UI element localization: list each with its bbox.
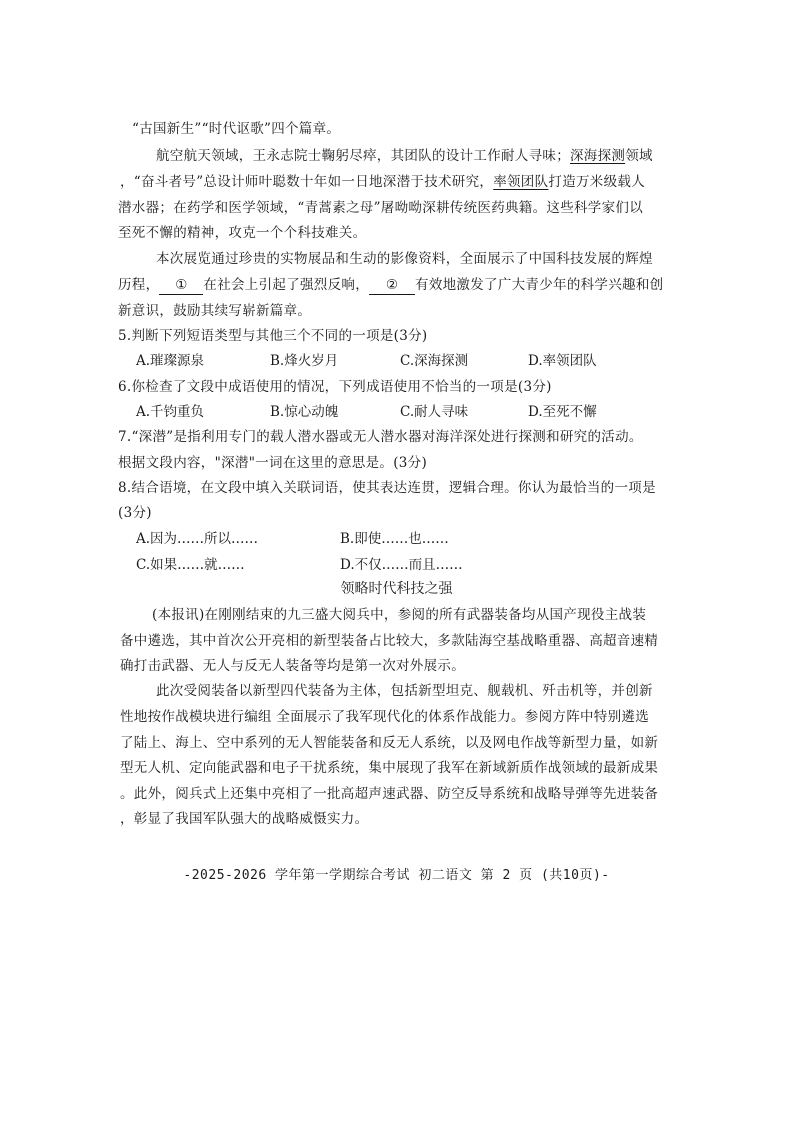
text-line bbox=[120, 759, 658, 777]
question-text: 根据文段内容，"深潜"一词在这里的意思是。(3分) bbox=[118, 455, 428, 471]
q5-option-c[interactable]: C.深海探测 bbox=[400, 353, 469, 369]
text-line bbox=[156, 147, 653, 165]
q6-option-a[interactable]: A.千钧重负 bbox=[136, 404, 205, 420]
text-line bbox=[118, 224, 366, 242]
question-7-stem bbox=[118, 428, 643, 446]
q6-option-c[interactable]: C.耐人寻味 bbox=[400, 404, 469, 420]
text-line bbox=[156, 682, 653, 700]
page-footer: -2025-2026 学年第一学期综合考试 初二语文 第 2 页 (共10页)- bbox=[183, 868, 610, 883]
article-text: 型无人机、定向能武器和电子干扰系统，集中展现了我军在新域新质作战领域的最新成果 bbox=[120, 760, 659, 776]
paragraph-text: 在社会上引起了强烈反响， bbox=[203, 277, 370, 293]
question-7-stem-cont bbox=[118, 454, 427, 472]
underlined-phrase: 率领团队 bbox=[493, 174, 549, 190]
q5-option-a[interactable]: A.璀璨源泉 bbox=[136, 353, 205, 369]
article-text: 性地按作战模块进行编组 全面展示了我军现代化的体系作战能力。参阅方阵中特别遴选 bbox=[120, 709, 649, 725]
article-text: 备中遴选，其中首次公开亮相的新型装备占比较大，多款陆海空基战略重器、高超音速精 bbox=[120, 633, 659, 649]
blank-1: ① bbox=[159, 276, 203, 295]
q5-option-b[interactable]: B.烽火岁月 bbox=[270, 353, 339, 369]
question-8-stem-cont bbox=[118, 504, 152, 522]
article-text: 了陆上、海上、空中系列的无人智能装备和反无人系统，以及网电作战等新型力量，如新 bbox=[120, 735, 659, 751]
q6-option-d[interactable]: D.至死不懈 bbox=[528, 404, 597, 420]
text-line bbox=[118, 199, 643, 217]
text-line bbox=[120, 708, 649, 726]
article-text: 此次受阅装备以新型四代装备为主体，包括新型坦克、舰载机、歼击机等，并创新 bbox=[156, 683, 653, 699]
question-5-stem bbox=[118, 327, 428, 345]
paragraph-text: 历程， bbox=[118, 277, 160, 293]
text-line bbox=[118, 302, 311, 320]
question-8-stem bbox=[118, 479, 656, 497]
text-line bbox=[120, 657, 465, 675]
paragraph-text: 领域 bbox=[625, 148, 653, 164]
question-text: 8.结合语境，在文段中填入关联词语，使其表达连贯，逻辑合理。你认为最恰当的一项是 bbox=[118, 480, 656, 496]
text-line bbox=[120, 785, 658, 803]
paragraph-text: 潜水器；在药学和医学领域，“青蒿素之母”屠呦呦深耕传统医药典籍。这些科学家们以 bbox=[118, 200, 644, 216]
paragraph-text: 本次展览通过珍贵的实物展品和生动的影像资料，全面展示了中国科技发展的辉煌 bbox=[156, 251, 653, 267]
paragraph-text: 有效地激发了广大青少年的科学兴趣和创 bbox=[415, 277, 664, 293]
q5-option-d[interactable]: D.率领团队 bbox=[528, 353, 597, 369]
article-text: (本报讯)在刚刚结束的九三盛大阅兵中，参阅的所有武器装备均从国产现役主战装 bbox=[152, 607, 647, 623]
q8-option-a[interactable]: A.因为……所以…… bbox=[136, 531, 259, 547]
underlined-phrase: 深海探测 bbox=[570, 148, 626, 164]
article-text: 确打击武器、无人与反无人装备等均是第一次对外展示。 bbox=[120, 658, 465, 674]
text-line bbox=[120, 810, 368, 828]
paragraph-text: 航空航天领域，王永志院士鞠躬尽瘁，其团队的设计工作耐人寻味； bbox=[156, 148, 570, 164]
paragraph-text: “古国新生”“时代讴歌”四个篇章。 bbox=[132, 121, 341, 137]
text-line bbox=[156, 250, 653, 268]
question-6-stem bbox=[118, 378, 552, 396]
blank-2: ② bbox=[369, 276, 415, 295]
question-text: (3分) bbox=[118, 505, 152, 521]
article-title: 领略时代科技之强 bbox=[340, 581, 453, 597]
article-text: ，彰显了我国军队强大的战略威慑实力。 bbox=[120, 811, 369, 827]
paragraph-text: ，“奋斗者号”总设计师叶聪数十年如一日地深潜于技术研究， bbox=[120, 174, 494, 190]
text-line bbox=[120, 734, 658, 752]
q8-option-b[interactable]: B.即使……也…… bbox=[340, 531, 449, 547]
paragraph-text: 打造万米级载人 bbox=[548, 174, 646, 190]
question-text: 5.判断下列短语类型与其他三个不同的一项是(3分) bbox=[118, 328, 428, 344]
article-text: 。此外，阅兵式上还集中亮相了一批高超声速武器、防空反导系统和战略导弹等先进装备 bbox=[120, 786, 659, 802]
paragraph-text: 新意识，鼓励其续写崭新篇章。 bbox=[118, 303, 312, 319]
paragraph-text: 至死不懈的精神，攻克一个个科技难关。 bbox=[118, 225, 367, 241]
question-text: 7.“深潜”是指利用专门的载人潜水器或无人潜水器对海洋深处进行探测和研究的活动。 bbox=[118, 429, 643, 445]
text-line bbox=[132, 120, 340, 138]
question-text: 6.你检查了文段中成语使用的情况，下列成语使用不恰当的一项是(3分) bbox=[118, 379, 552, 395]
text-line bbox=[120, 173, 645, 191]
q8-option-d[interactable]: D.不仅……而且…… bbox=[340, 557, 463, 573]
q8-option-c[interactable]: C.如果……就…… bbox=[136, 557, 245, 573]
text-line bbox=[118, 276, 663, 295]
text-line bbox=[152, 606, 646, 624]
text-line bbox=[120, 632, 658, 650]
q6-option-b[interactable]: B.惊心动魄 bbox=[270, 404, 339, 420]
